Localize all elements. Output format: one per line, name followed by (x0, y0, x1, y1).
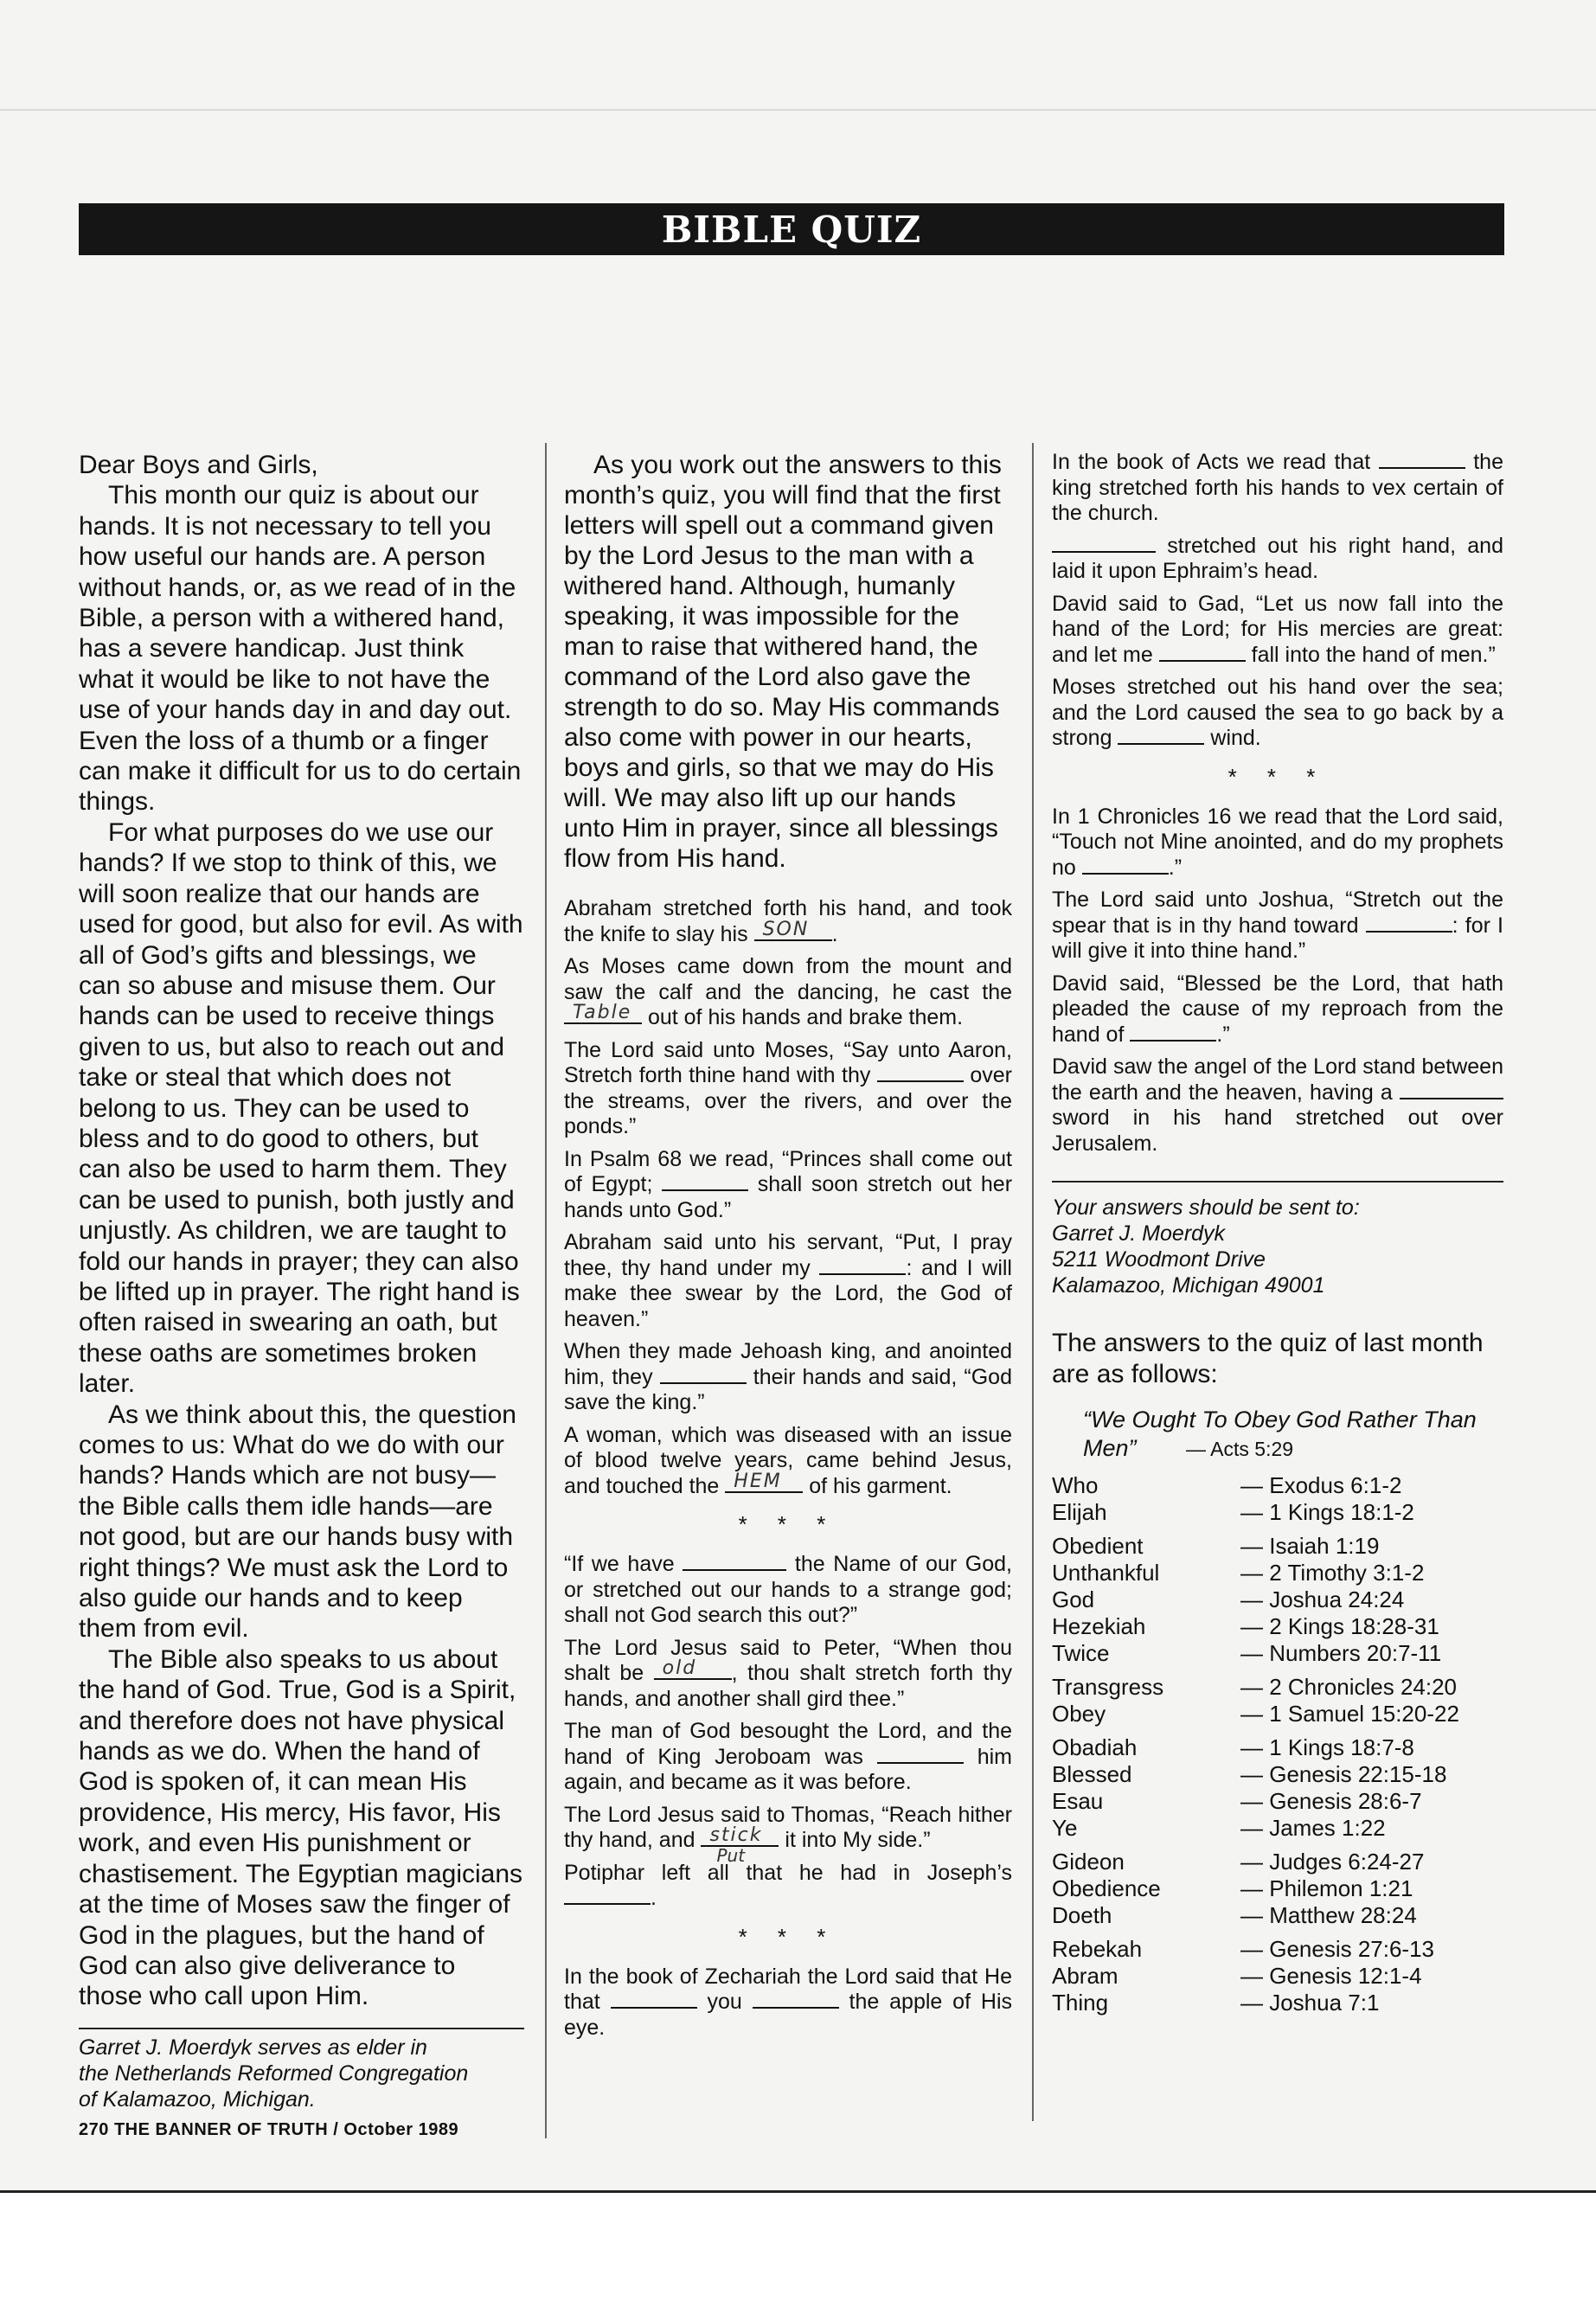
answer-blank[interactable] (754, 918, 832, 941)
answer-row: Twice — Numbers 20:7-11 (1052, 1640, 1442, 1666)
quiz-question: As Moses came down from the mount and saw the calf and the dancing, he cast the Table out of his hands and brake them. (564, 954, 1012, 1029)
quiz-question: stretched out his right hand, and laid it upon Ephraim’s head. (1052, 533, 1503, 583)
section-separator: * * * (1227, 763, 1328, 790)
column-divider (1032, 443, 1034, 2121)
answer-row: Doeth — Matthew 28:24 (1052, 1902, 1417, 1928)
answer-blank[interactable] (819, 1256, 906, 1275)
answer-blank[interactable] (654, 1657, 732, 1680)
answer-row: Ye — James 1:22 (1052, 1815, 1386, 1841)
answer-group (1052, 1734, 1503, 1842)
answer-blank[interactable] (877, 1063, 964, 1082)
answer-row: Transgress — 2 Chronicles 24:20 (1052, 1674, 1458, 1700)
top-rule (0, 109, 1596, 111)
letter-paragraph: For what purposes do we use our hands? If we stop to think of this, we will soon realize that our hands are used for good, but also for evil. As with all of God’s gifts and blessings, we can so abuse and misuse them. Our hands can be used to receive things given to us, but also to reach out and take or steal that which does not belong to us. They can be used to bless and to do good to others, but can also be used to harm them. They can be used to punish, both justly and unjustly. As children, we are taught to fold our hands in prayer; they can also be lifted up in prayer. The right hand is often raised in swearing an oath, but these oaths are sometimes broken later. (79, 817, 523, 1399)
section-rule (1052, 1181, 1503, 1183)
quiz-question: In the book of Zechariah the Lord said that He that you the apple of His eye. (564, 1964, 1012, 2040)
page-footer (79, 2120, 458, 2140)
answer-row: God — Joshua 24:24 (1052, 1586, 1405, 1612)
quiz-question: “If we have the Name of our God, or stretched out our hands to a strange god; shall not God search this out?” (564, 1552, 1012, 1627)
answer-row: Esau — Genesis 28:6-7 (1052, 1788, 1422, 1814)
answers-motto: “We Ought To Obey God Rather Than Men” — Acts 5:29 (1083, 1407, 1477, 1461)
answer-blank[interactable] (660, 1365, 747, 1384)
page-bottom-edge (0, 2190, 1596, 2301)
quiz-question: A woman, which was diseased with an issue of blood twelve years, came behind Jesus, and touched the HEM of his garment. (564, 1422, 1012, 1498)
answer-blank[interactable] (683, 1552, 786, 1571)
answer-row: Blessed — Genesis 22:15-18 (1052, 1761, 1447, 1787)
answer-blank[interactable] (701, 1824, 779, 1866)
handwritten-answer: stick (709, 1824, 763, 1846)
answer-blank[interactable] (1130, 1022, 1216, 1042)
quiz-question: The Lord Jesus said to Thomas, “Reach hither thy hand, and stick Put it into My side.” (564, 1803, 1012, 1854)
answer-row: Gideon — Judges 6:24-27 (1052, 1849, 1425, 1875)
answer-row: Thing — Joshua 7:1 (1052, 1990, 1380, 2016)
answer-blank[interactable] (611, 1990, 697, 2009)
answer-row: Unthankful — 2 Timothy 3:1-2 (1052, 1560, 1425, 1586)
quiz-question: The man of God besought the Lord, and the hand of King Jeroboam was him again, and became as it was before. (564, 1719, 1013, 1794)
handwritten-answer: Table (573, 1002, 632, 1023)
letter-paragraph: This month our quiz is about our hands. It is not necessary to tell you how useful our hands are. A person without hands, or, as we read of in the Bible, a person with a withered hand, has a severe handicap. Just think what it would be like to not have the use of your hands day in and day out. Even the loss of a thumb or a finger can make it difficult for us to do certain things. (79, 481, 522, 817)
send-to-address: Your answers should be sent to: Garret J. Moerdyk 5211 Woodmont Drive Kalamazoo, Michigan 49001 (1052, 1195, 1360, 1298)
quiz-question: In the book of Acts we read that the king stretched forth his hands to vex certain of the church. (1052, 450, 1503, 525)
author-note-rule (79, 2028, 524, 2029)
handwritten-answer: HEM (734, 1470, 782, 1492)
answers-heading: The answers to the quiz of last month are as follows: (1052, 1329, 1484, 1388)
letter-paragraph: The Bible also speaks to us about the hand of God. True, God is a Spirit, and therefore does not have physical hands as we do. When the hand of God is spoken of, it can mean His providence, His mercy, His favor, His work, and even His punishment or chastisement. The Egyptian magicians at the time of Moses saw the finger of God in the plagues, but the hand of God can also give deliverance to those who call upon Him. (79, 1644, 523, 2011)
magazine-name: THE BANNER OF TRUTH / (113, 2120, 339, 2139)
quiz-question: In 1 Chronicles 16 we read that the Lord said, “Touch not Mine anointed, and do my prophets no .” (1052, 804, 1503, 880)
answer-blank[interactable] (1118, 726, 1204, 745)
letter-column (79, 450, 524, 2012)
answer-group (1052, 1674, 1503, 1727)
answer-row: Obedient — Isaiah 1:19 (1052, 1533, 1380, 1559)
answer-row: Hezekiah — 2 Kings 18:28-31 (1052, 1613, 1439, 1639)
answer-blank[interactable] (662, 1172, 748, 1191)
quiz-question: David said, “Blessed be the Lord, that hath pleaded the cause of my reproach from the hand of .” (1052, 971, 1503, 1047)
motto-reference: — Acts 5:29 (1186, 1438, 1294, 1460)
answer-group (1052, 1849, 1503, 1929)
column-divider (545, 443, 547, 2138)
answer-row: Obedience — Philemon 1:21 (1052, 1875, 1413, 1901)
quiz-question: Abraham said unto his servant, “Put, I pray thee, thy hand under my : and I will make thee swear by the Lord, the God of heaven.” (564, 1230, 1012, 1331)
answer-blank[interactable] (1400, 1080, 1503, 1099)
answer-blank[interactable] (1379, 450, 1465, 469)
answer-group (1052, 1936, 1503, 2016)
quiz-column-2 (1052, 450, 1503, 2023)
quiz-question: Abraham stretched forth his hand, and took the knife to slay his SON . (564, 896, 1012, 946)
author-note: Garret J. Moerdyk serves as elder in the Netherlands Reformed Congregation of Kalamazoo, Michigan. (79, 2035, 469, 2112)
quiz-intro: As you work out the answers to this month’s quiz, you will find that the first letters will spell out a command given by the Lord Jesus to the man with a withered hand. Although, humanly speaking, it was impossible for the man to raise that withered hand, the command of the Lord also gave the strength to do so. May His commands also come with power in our hearts, boys and girls, so that we may do His will. We may also lift up our hands unto Him in prayer, since all blessings flow from His hand. (564, 451, 1002, 873)
answers-list (1052, 1472, 1503, 2016)
answer-blank[interactable] (564, 1886, 651, 1905)
answer-row: Rebekah — Genesis 27:6-13 (1052, 1936, 1435, 1962)
issue-date: October 1989 (343, 2120, 459, 2139)
answer-blank[interactable] (1082, 856, 1169, 875)
answer-blank[interactable] (725, 1470, 803, 1493)
answer-blank[interactable] (1052, 534, 1156, 553)
handwritten-answer: old (662, 1657, 697, 1679)
handwritten-answer: Put (716, 1845, 746, 1866)
answer-blank[interactable] (1366, 913, 1452, 933)
answer-blank[interactable] (877, 1745, 964, 1764)
section-separator: * * * (738, 1511, 838, 1537)
quiz-question: David said to Gad, “Let us now fall into the hand of the Lord; for His mercies are great: and let me fall into the hand of men.” (1052, 591, 1503, 667)
answer-row: Abram — Genesis 12:1-4 (1052, 1963, 1422, 1989)
answer-row: Elijah — 1 Kings 18:1-2 (1052, 1499, 1414, 1525)
section-separator: * * * (738, 1923, 838, 1950)
answer-blank[interactable] (1159, 643, 1246, 662)
quiz-question: The Lord said unto Moses, “Say unto Aaron, Stretch forth thine hand with thy over the streams, over the rivers, and over the ponds.” (564, 1037, 1012, 1138)
quiz-question: Moses stretched out his hand over the sea; and the Lord caused the sea to go back by a strong wind. (1052, 675, 1503, 750)
quiz-column-1 (564, 450, 1012, 2048)
page-title: BIBLE QUIZ (79, 203, 1504, 255)
handwritten-answer: SON (762, 918, 810, 940)
answer-group (1052, 1533, 1503, 1667)
page-number: 270 (79, 2120, 109, 2139)
answer-row: Obey — 1 Samuel 15:20-22 (1052, 1701, 1459, 1727)
answer-blank[interactable] (564, 1002, 642, 1024)
letter-paragraph: As we think about this, the question comes to us: What do we do with our hands? Hands which are not busy—the Bible calls them idle hands—are not good, but are our hands busy with right things? We must ask the Lord to also guide our hands and to keep them from evil. (79, 1400, 516, 1644)
quiz-question: The Lord Jesus said to Peter, “When thou shalt be old , thou shalt stretch forth thy hands, and another shall gird thee.” (564, 1635, 1012, 1711)
quiz-question: Potiphar left all that he had in Joseph’s . (564, 1860, 1012, 1910)
quiz-question: In Psalm 68 we read, “Princes shall come out of Egypt; shall soon stretch out her hands unto God.” (564, 1146, 1013, 1222)
answer-group (1052, 1472, 1503, 1526)
quiz-question: When they made Jehoash king, and anointed him, they their hands and said, “God save the king.” (564, 1339, 1012, 1414)
answer-blank[interactable] (753, 1990, 839, 2009)
answer-row: Obadiah — 1 Kings 18:7-8 (1052, 1734, 1414, 1760)
salutation: Dear Boys and Girls, (79, 451, 318, 479)
answer-row: Who — Exodus 6:1-2 (1052, 1472, 1402, 1498)
quiz-question: The Lord said unto Joshua, “Stretch out the spear that is in thy hand toward : for I will give it into thine hand.” (1052, 888, 1503, 963)
quiz-question: David saw the angel of the Lord stand between the earth and the heaven, having a sword in his hand stretched out over Jerusalem. (1052, 1054, 1503, 1156)
